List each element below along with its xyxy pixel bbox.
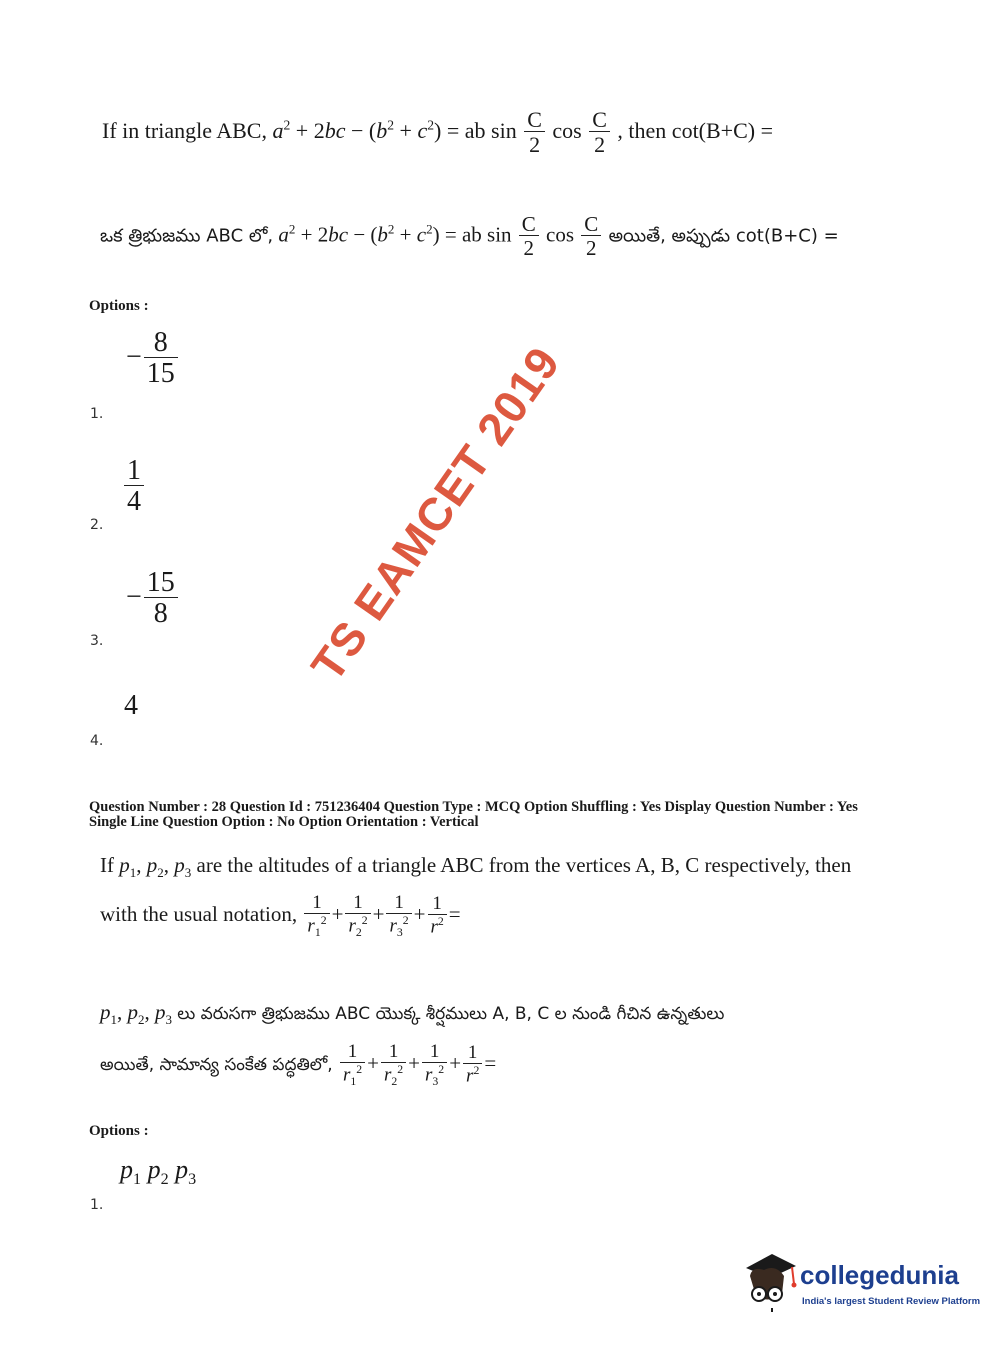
- q27-te-fraction: $\frac{C}{2}$: [519, 213, 539, 260]
- q27-fraction-2: $\frac{C}{2}$: [589, 108, 610, 157]
- logo-tagline: India's largest Student Review Platform: [802, 1296, 981, 1307]
- q27-te-eq-mid: = ab sin: [444, 222, 512, 247]
- q27-options-label: Options :: [89, 298, 149, 314]
- q28-english-line-2: with the usual notation, $\frac{1}{r_1^2}$ + $\frac{1}{r_2^2}$ + $\frac{1}{r_3^2}$ + $\frac{1}{r^2}$ =: [100, 892, 461, 940]
- q27-option-2-number: 2.: [90, 517, 104, 533]
- q27-option-3-number: 3.: [90, 633, 104, 649]
- q27-fraction: $\frac{C}{2}$: [524, 108, 545, 157]
- q27-eq-mid: = ab sin: [446, 117, 517, 143]
- q27-option-4-number: 4.: [90, 733, 104, 749]
- q28-telugu-line-1-tail: లు వరుసగా త్రిభుజము ABC యొక్క శీర్షములు A, B, C ల నుండి గీచిన ఉన్నతులు: [177, 1004, 725, 1024]
- q28-meta-line-1: Question Number : 28 Question Id : 751236404 Question Type : MCQ Option Shuffling : Yes Display Question Number : Yes: [89, 799, 858, 815]
- logo-name: collegedunia: [800, 1260, 959, 1290]
- q27-telugu-prefix: ఒక త్రిభుజము ABC లో,: [100, 225, 274, 247]
- q28-meta-line-2: Single Line Question Option : No Option Orientation : Vertical: [89, 814, 479, 830]
- q28-english-line-2-text: with the usual notation,: [100, 902, 298, 927]
- q28-english-line-1: If $p_1$, $p_2$, $p_3$ are the altitudes of a triangle ABC from the vertices A, B, C respectively, then: [100, 853, 852, 881]
- q28-telugu-line-2: అయితే, సామాన్య సంకేత పద్ధతిలో, $\frac{1}{r_1^2}$ + $\frac{1}{r_2^2}$ + $\frac{1}{r_3^2}$ + $\frac{1}{r^2}$ =: [100, 1041, 497, 1089]
- q28-option-1-value: $p_1$ $p_2$ $p_3$: [120, 1155, 197, 1189]
- watermark: TS EAMCET 2019: [300, 337, 570, 691]
- q27-cos: cos: [552, 117, 582, 143]
- q27-telugu-then: అయితే, అప్పుడు cot(B+C) =: [608, 225, 839, 247]
- q28-telugu-line-1: $p_1$, $p_2$, $p_3$ లు వరుసగా త్రిభుజము ABC యొక్క శీర్షములు A, B, C ల నుండి గీచిన ఉన్నతులు: [100, 1000, 725, 1028]
- q27-english-prefix: If in triangle ABC,: [102, 117, 267, 143]
- q27-te-fraction-2: $\frac{C}{2}$: [581, 213, 601, 260]
- collegedunia-logo: [742, 1250, 982, 1320]
- q27-english-statement: If in triangle ABC, $a^2 + 2bc - (b^2 + c^2)$ = ab sin $\frac{C}{2}$ cos $\frac{C}{2}$ , then cot(B+C) =: [102, 107, 773, 158]
- q27-option-3-value: − $\frac{15}{8}$: [126, 568, 180, 631]
- q27-option-1-number: 1.: [90, 406, 104, 422]
- q28-option-1-number: 1.: [90, 1197, 104, 1213]
- q27-te-cos: cos: [546, 222, 575, 247]
- mascot-icon: [742, 1250, 798, 1312]
- q28-english-line-1-tail: are the altitudes of a triangle ABC from the vertices A, B, C respectively, then: [196, 853, 852, 877]
- q28-options-label: Options :: [89, 1123, 149, 1139]
- q27-english-then: , then cot(B+C) =: [617, 117, 773, 143]
- q27-option-2-value: $\frac{1}{4}$: [122, 456, 146, 519]
- q28-telugu-line-2-text: అయితే, సామాన్య సంకేత పద్ధతిలో,: [100, 1055, 333, 1076]
- q27-telugu-statement: ఒక త్రిభుజము ABC లో, $a^2 + 2bc - (b^2 + c^2)$ = ab sin $\frac{C}{2}$ cos $\frac{C}{2}$ అయితే, అప్పుడు cot(B+C) =: [100, 212, 839, 261]
- q27-option-4-value: 4: [124, 690, 138, 721]
- q27-option-1-value: − $\frac{8}{15}$: [126, 328, 180, 391]
